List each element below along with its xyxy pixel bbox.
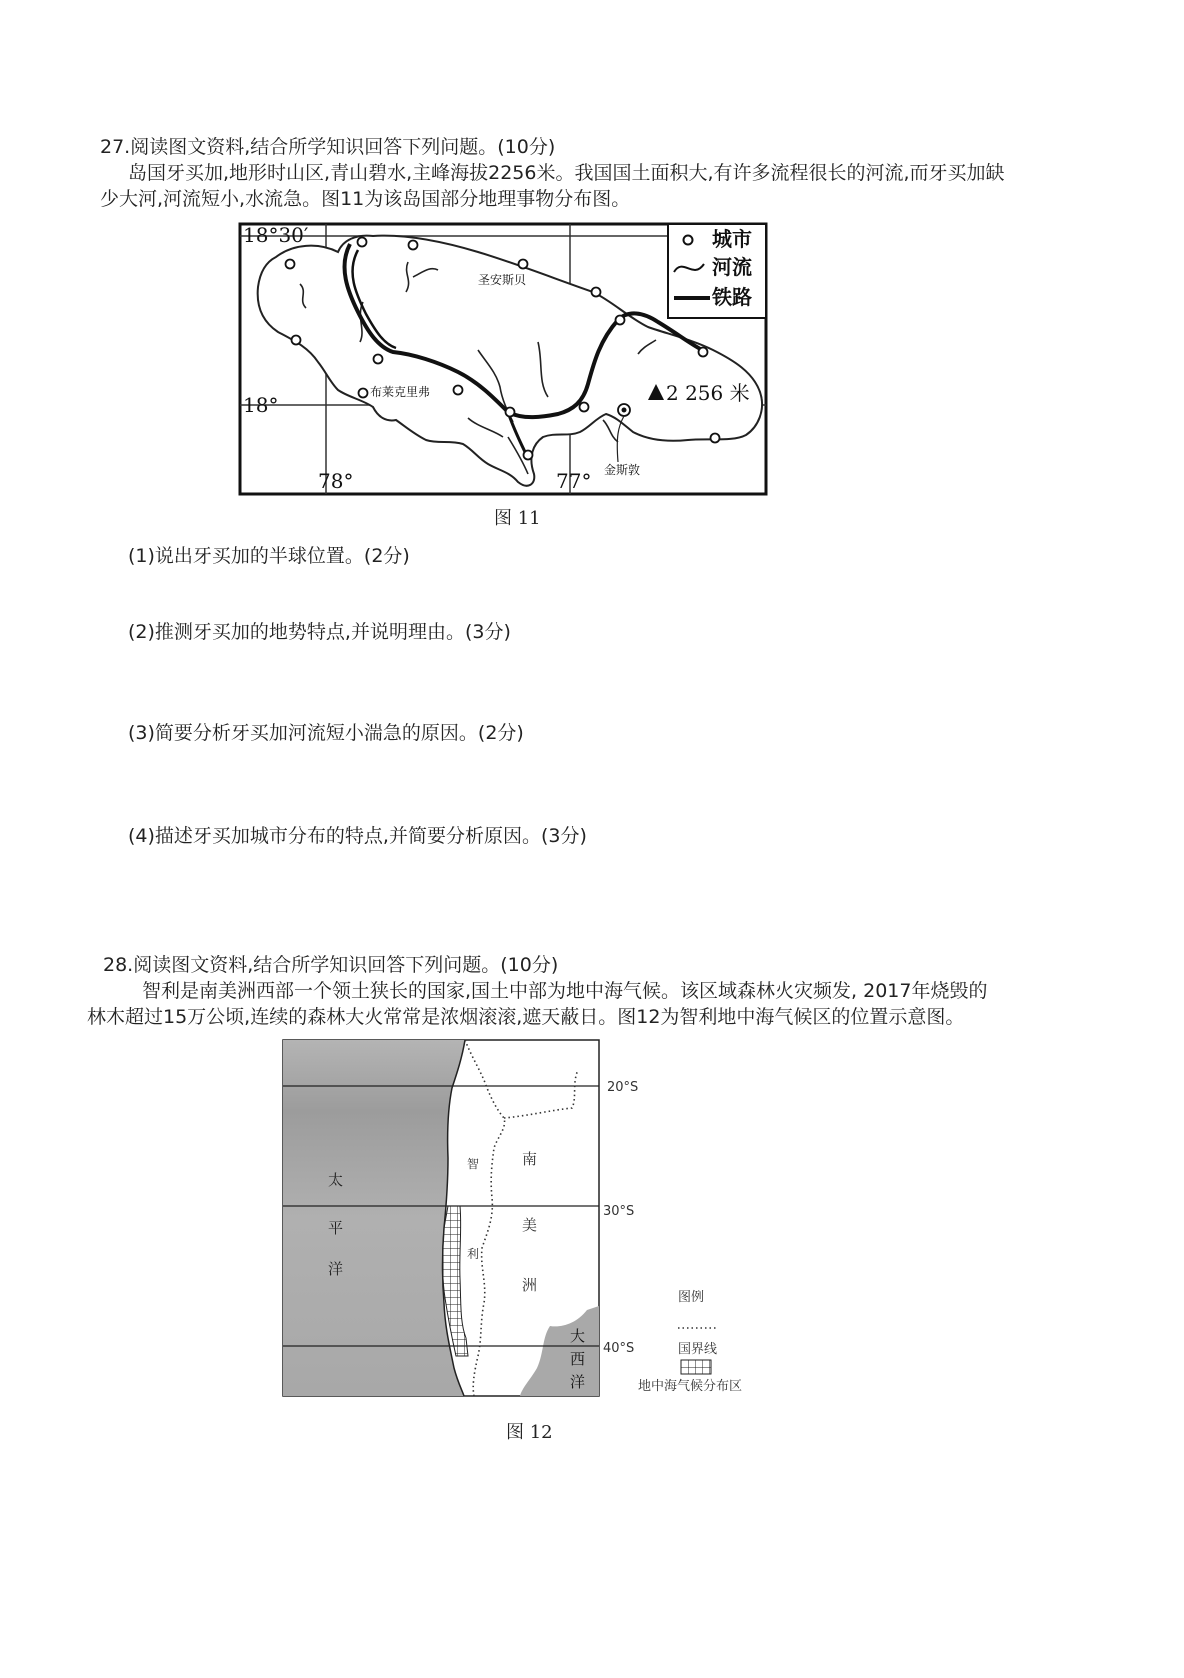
city-label-st-anns-bay: 圣安斯贝 [478, 273, 527, 287]
atlantic-label-1: 大 [570, 1327, 586, 1345]
figure-11-jamaica-map [238, 222, 770, 498]
legend-title: 图例 [678, 1290, 705, 1305]
q28-paragraph-line2: 林木超过15万公顷,连续的森林大火常常是浓烟滚滚,遮天蔽日。图12为智利地中海气候区的位置示意图。 [87, 1006, 965, 1028]
lat-label-30s: 30°S [603, 1204, 635, 1219]
pacific-label-2: 平 [328, 1219, 344, 1237]
lat-label-18-30: 18°30′ [243, 223, 309, 247]
lon-label-77: 77° [556, 469, 592, 493]
atlantic-label-3: 洋 [570, 1373, 586, 1391]
lat-label-18: 18° [243, 393, 279, 417]
q28-title: 28.阅读图文资料,结合所学知识回答下列问题。(10分) [103, 954, 559, 976]
lon-label-78: 78° [318, 469, 354, 493]
south-america-label-1: 南 [522, 1150, 538, 1168]
city-label-black-river: 布莱克里弗 [370, 385, 431, 399]
chile-label-2: 利 [467, 1247, 480, 1261]
q27-sub2: (2)推测牙买加的地势特点,并说明理由。(3分) [128, 621, 511, 643]
legend-city-label: 城市 [712, 227, 752, 251]
city-label-kingston: 金斯敦 [604, 463, 641, 477]
pacific-label-1: 太 [328, 1171, 344, 1189]
legend-city-icon [684, 236, 693, 245]
q27-paragraph-line2: 少大河,河流短小,水流急。图11为该岛国部分地理事物分布图。 [100, 188, 631, 210]
legend-med-icon [681, 1360, 711, 1374]
q28-paragraph-line1: 智利是南美洲西部一个领土狭长的国家,国土中部为地中海气候。该区域森林火灾频发, 2017年烧毁的 [142, 980, 988, 1002]
q27-sub1: (1)说出牙买加的半球位置。(2分) [128, 545, 410, 567]
legend-border-label: 国界线 [678, 1342, 718, 1357]
q27-paragraph-line1: 岛国牙买加,地形时山区,青山碧水,主峰海拔2256米。我国国土面积大,有许多流程很长的河流,而牙买加缺 [128, 162, 1005, 184]
legend-rail-label: 铁路 [712, 285, 752, 309]
legend-med-label: 地中海气候分布区 [638, 1379, 743, 1394]
south-america-label-3: 洲 [522, 1276, 538, 1294]
q27-sub3: (3)简要分析牙买加河流短小湍急的原因。(2分) [128, 722, 524, 744]
south-america-label-2: 美 [522, 1216, 538, 1234]
lat-label-20s: 20°S [607, 1080, 639, 1095]
figure-11-caption: 图 11 [494, 508, 541, 529]
figure-12-chile-map [282, 1038, 782, 1408]
q27-title: 27.阅读图文资料,结合所学知识回答下列问题。(10分) [100, 136, 556, 158]
chile-label-1: 智 [467, 1157, 480, 1171]
capital-marker-inner [622, 408, 627, 413]
pacific-ocean [283, 1040, 465, 1396]
lat-label-40s: 40°S [603, 1341, 635, 1356]
figure-12-caption: 图 12 [506, 1422, 553, 1443]
atlantic-label-2: 西 [570, 1350, 586, 1368]
legend-river-label: 河流 [712, 255, 752, 279]
q27-sub4: (4)描述牙买加城市分布的特点,并简要分析原因。(3分) [128, 825, 587, 847]
peak-elevation-label: 2 256 米 [666, 381, 750, 405]
pacific-label-3: 洋 [328, 1260, 344, 1278]
